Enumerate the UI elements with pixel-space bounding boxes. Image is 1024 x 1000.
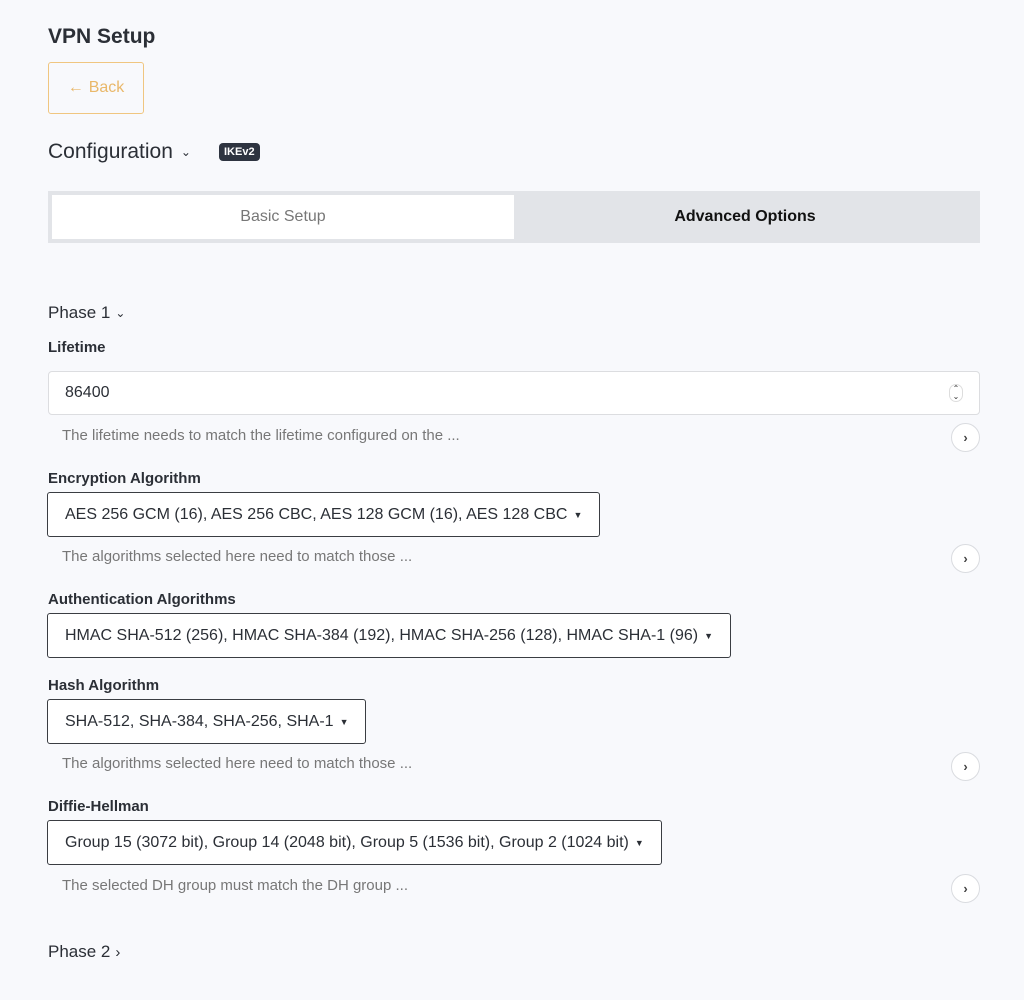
- hash-value: SHA-512, SHA-384, SHA-256, SHA-1: [65, 712, 334, 730]
- hash-label: Hash Algorithm: [48, 677, 160, 694]
- expand-help-button[interactable]: [951, 423, 980, 452]
- caret-down-icon: ▼: [634, 837, 644, 848]
- configuration-toggle[interactable]: [48, 140, 191, 164]
- chevron-down-icon: ⌄: [115, 306, 126, 320]
- phase-2-title: Phase 2: [48, 942, 111, 961]
- stepper-icon[interactable]: ⌃ ⌄: [949, 384, 963, 402]
- phase-1-toggle[interactable]: [48, 303, 125, 323]
- hash-help: The algorithms selected here need to match those ...: [62, 755, 413, 772]
- authentication-value: HMAC SHA-512 (256), HMAC SHA-384 (192), HMAC SHA-256 (128), HMAC SHA-1 (96): [65, 626, 699, 644]
- lifetime-help: The lifetime needs to match the lifetime configured on the ...: [62, 427, 460, 444]
- tab-bar: [48, 191, 980, 243]
- caret-down-icon: ▼: [704, 630, 713, 641]
- dh-select[interactable]: [47, 820, 662, 865]
- chevron-down-icon: ⌄: [180, 145, 191, 159]
- caret-down-icon: ▼: [573, 509, 583, 520]
- tab-advanced-options[interactable]: Advanced Options: [674, 208, 816, 225]
- chevron-right-icon: ›: [115, 943, 121, 961]
- back-button[interactable]: [48, 62, 144, 114]
- configuration-title: Configuration: [48, 140, 173, 163]
- expand-help-button[interactable]: [951, 544, 980, 573]
- chevron-right-icon: ›: [963, 430, 968, 445]
- back-label: Back: [88, 79, 125, 96]
- hash-select[interactable]: [47, 699, 366, 744]
- encryption-label: Encryption Algorithm: [48, 470, 201, 487]
- authentication-label: Authentication Algorithms: [48, 591, 236, 608]
- encryption-select[interactable]: [47, 492, 600, 537]
- phase-1-title: Phase 1: [48, 303, 111, 322]
- chevron-right-icon: ›: [963, 551, 968, 566]
- phase-2-toggle[interactable]: [48, 942, 120, 962]
- dh-value: Group 15 (3072 bit), Group 14 (2048 bit), Group 5 (1536 bit), Group 2 (1024 bit): [65, 833, 629, 851]
- dh-label: Diffie-Hellman: [48, 798, 149, 815]
- expand-help-button[interactable]: [951, 874, 980, 903]
- caret-down-icon: ▼: [339, 716, 349, 727]
- dh-help: The selected DH group must match the DH group ...: [62, 877, 408, 894]
- lifetime-label: Lifetime: [48, 339, 106, 356]
- arrow-left-icon: ←: [67, 79, 84, 96]
- encryption-help: The algorithms selected here need to match those ...: [62, 548, 413, 565]
- lifetime-value: 86400: [65, 384, 110, 401]
- expand-help-button[interactable]: [951, 752, 980, 781]
- encryption-value: AES 256 GCM (16), AES 256 CBC, AES 128 GCM (16), AES 128 CBC: [65, 505, 568, 523]
- authentication-select[interactable]: [47, 613, 731, 658]
- lifetime-input[interactable]: [48, 371, 980, 415]
- chevron-right-icon: ›: [963, 881, 968, 896]
- protocol-badge: IKEv2: [219, 143, 260, 161]
- page-title: VPN Setup: [48, 25, 156, 48]
- chevron-right-icon: ›: [963, 759, 968, 774]
- tab-basic-setup[interactable]: Basic Setup: [52, 195, 514, 239]
